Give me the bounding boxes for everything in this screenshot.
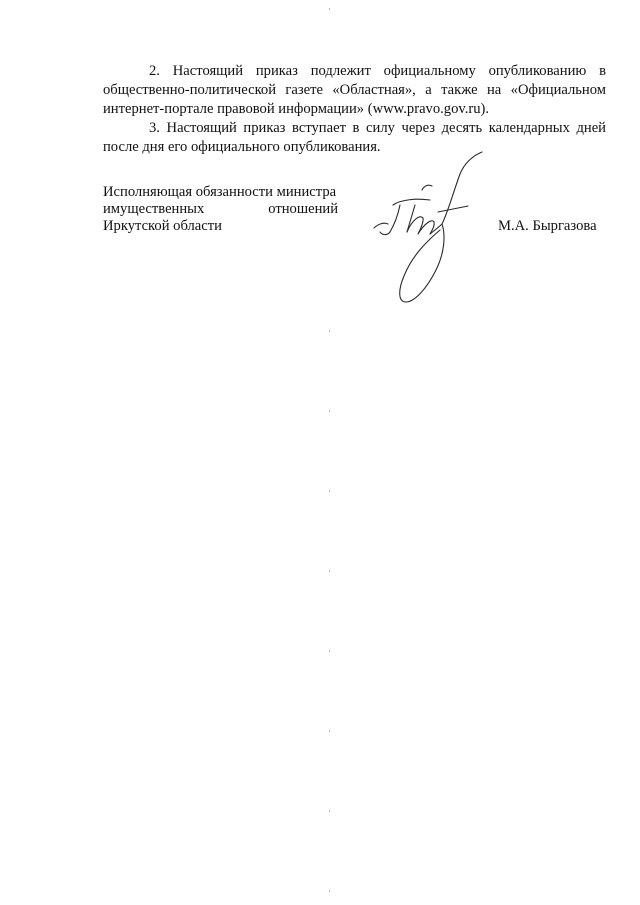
scan-speck — [329, 490, 330, 492]
scan-speck — [329, 8, 330, 10]
signatory-title-line-2-right: отношений — [268, 201, 338, 217]
document-body — [103, 62, 606, 157]
scan-speck — [329, 730, 330, 732]
paragraph-effective-date: 3. Настоящий приказ вступает в силу через десять календарных дней после дня его официального опубликования. — [103, 120, 606, 155]
scan-speck — [329, 570, 330, 572]
signatory-title — [103, 184, 338, 235]
scan-speck — [329, 410, 330, 412]
paragraph-publication: 2. Настоящий приказ подлежит официальному опубликованию в общественно-политической газете «Областная», а также на «Официальном интернет-портале правовой информации» (www.pravo.gov.ru). — [103, 63, 606, 117]
handwritten-signature — [360, 150, 500, 320]
signatory-title-line-2-left: имущественных — [103, 201, 205, 217]
signatory-name: М.А. Быргазова — [498, 218, 597, 234]
scan-speck — [329, 810, 330, 812]
scan-speck — [329, 890, 330, 892]
signatory-title-line-1: Исполняющая обязанности министра — [103, 184, 337, 200]
signatory-title-line-3: Иркутской области — [103, 218, 222, 234]
scan-speck — [329, 330, 330, 332]
scan-speck — [329, 650, 330, 652]
signatory-title-line-2 — [103, 201, 338, 218]
